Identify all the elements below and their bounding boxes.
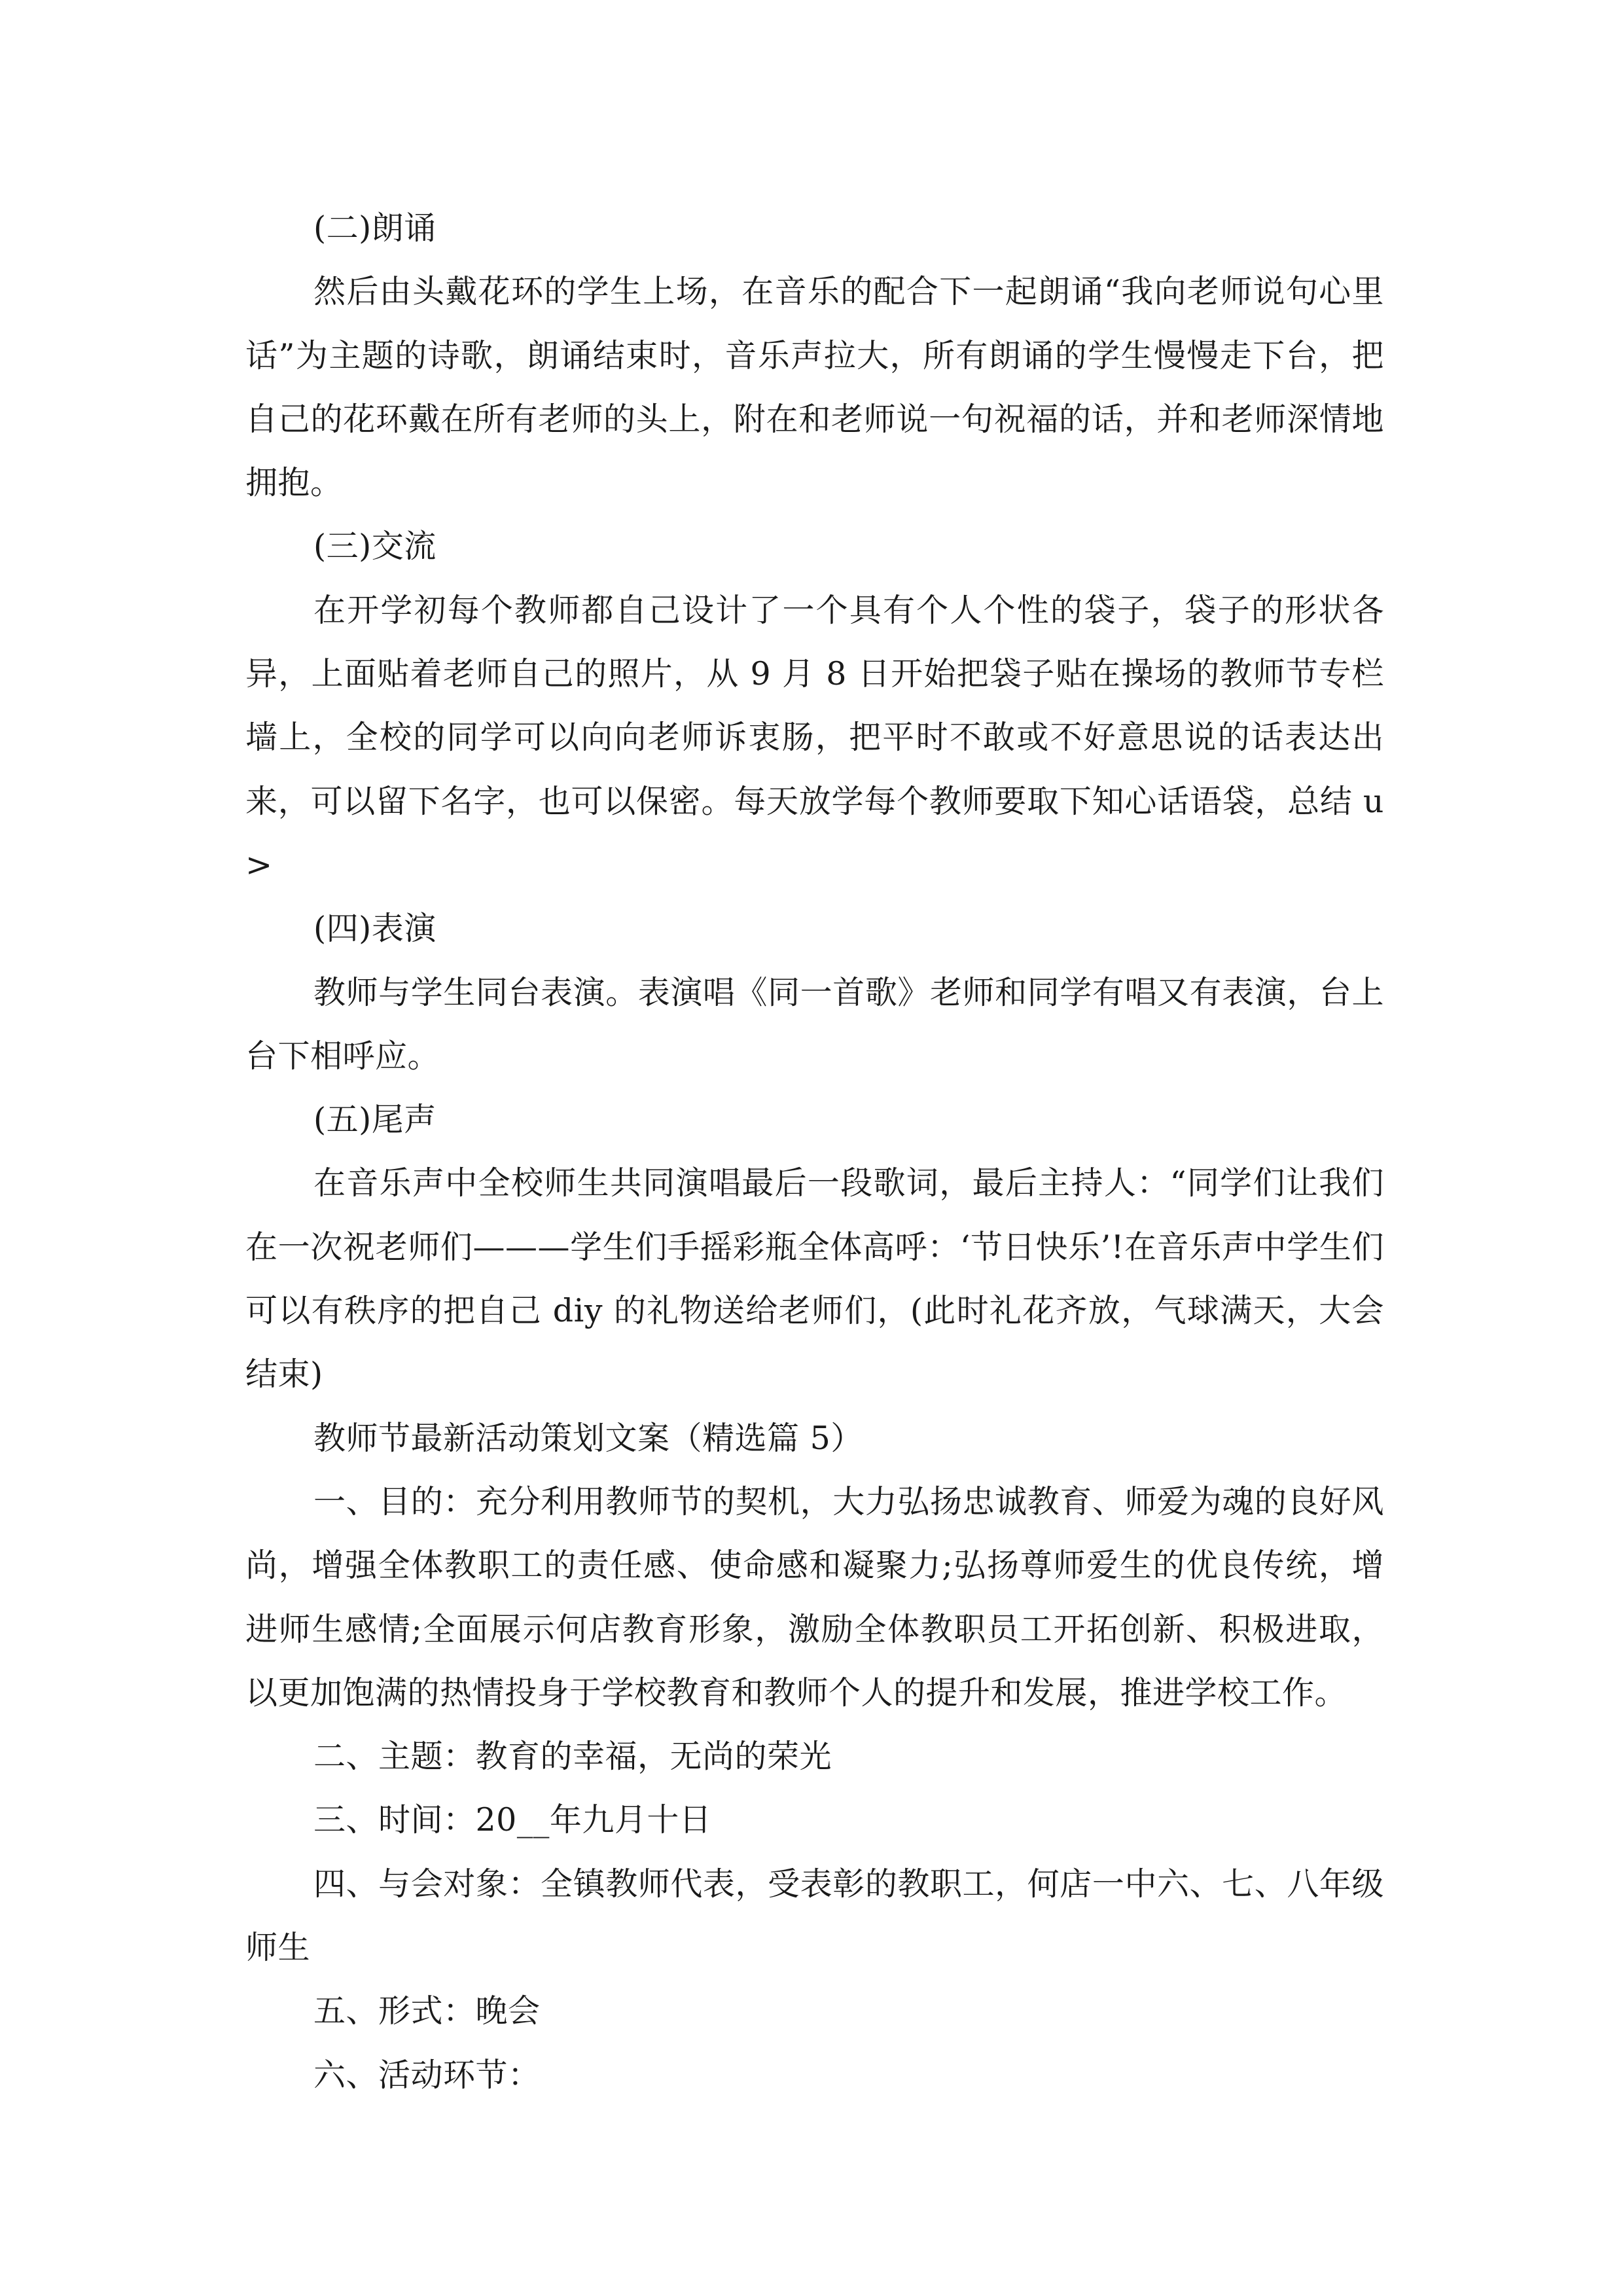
- section-heading-finale: (五)尾声: [313, 1101, 437, 1139]
- section-heading-recitation: (二)朗诵: [313, 209, 437, 247]
- paragraph-recitation: 然后由头戴花环的学生上场，在音乐的配合下一起朗诵“我向老师说句心里话”为主题的诗歌，朗诵结束时，音乐声拉大，所有朗诵的学生慢慢走下台，把自己的花环戴在所有老师的头上，附在和老师说一句祝福的话，并和老师深情地拥抱。: [245, 273, 1384, 502]
- document-body: [245, 196, 1384, 2107]
- paragraph-attendees: 四、与会对象：全镇教师代表，受表彰的教职工，何店一中六、七、八年级师生: [245, 1865, 1384, 1967]
- article-title: 教师节最新活动策划文案（精选篇 5）: [313, 1419, 863, 1457]
- paragraph-performance: 教师与学生同台表演。表演唱《同一首歌》老师和同学有唱又有表演，台上台下相呼应。: [245, 973, 1384, 1075]
- paragraph-theme: 二、主题：教育的幸福，无尚的荣光: [313, 1738, 832, 1776]
- paragraph-format: 五、形式：晚会: [313, 1992, 541, 2030]
- paragraph-finale: 在音乐声中全校师生共同演唱最后一段歌词，最后主持人：“同学们让我们在一次祝老师们———学生们手摇彩瓶全体高呼：‘节日快乐’!在音乐声中学生们可以有秩序的把自己 diy 的礼物送给老师们，(此时礼花齐放，气球满天，大会结束): [245, 1164, 1384, 1393]
- paragraph-purpose: 一、目的：充分利用教师节的契机，大力弘扬忠诚教育、师爱为魂的良好风尚，增强全体教职工的责任感、使命感和凝聚力;弘扬尊师爱生的优良传统，增进师生感情;全面展示何店教育形象，激励全体教职员工开拓创新、积极进取，以更加饱满的热情投身于学校教育和教师个人的提升和发展，推进学校工作。: [245, 1482, 1384, 1712]
- paragraph-activities: 六、活动环节：: [313, 2056, 541, 2094]
- section-heading-exchange: (三)交流: [313, 528, 437, 565]
- paragraph-time: 三、时间：20__年九月十日: [313, 1801, 712, 1839]
- paragraph-exchange: 在开学初每个教师都自己设计了一个具有个人个性的袋子，袋子的形状各异，上面贴着老师自己的照片，从 9 月 8 日开始把袋子贴在操场的教师节专栏墙上，全校的同学可以向向老师诉衷肠，把平时不敢或不好意思说的话表达出来，可以留下名字，也可以保密。每天放学每个教师要取下知心话语袋，总结 u>: [245, 591, 1384, 884]
- section-heading-performance: (四)表演: [313, 910, 437, 948]
